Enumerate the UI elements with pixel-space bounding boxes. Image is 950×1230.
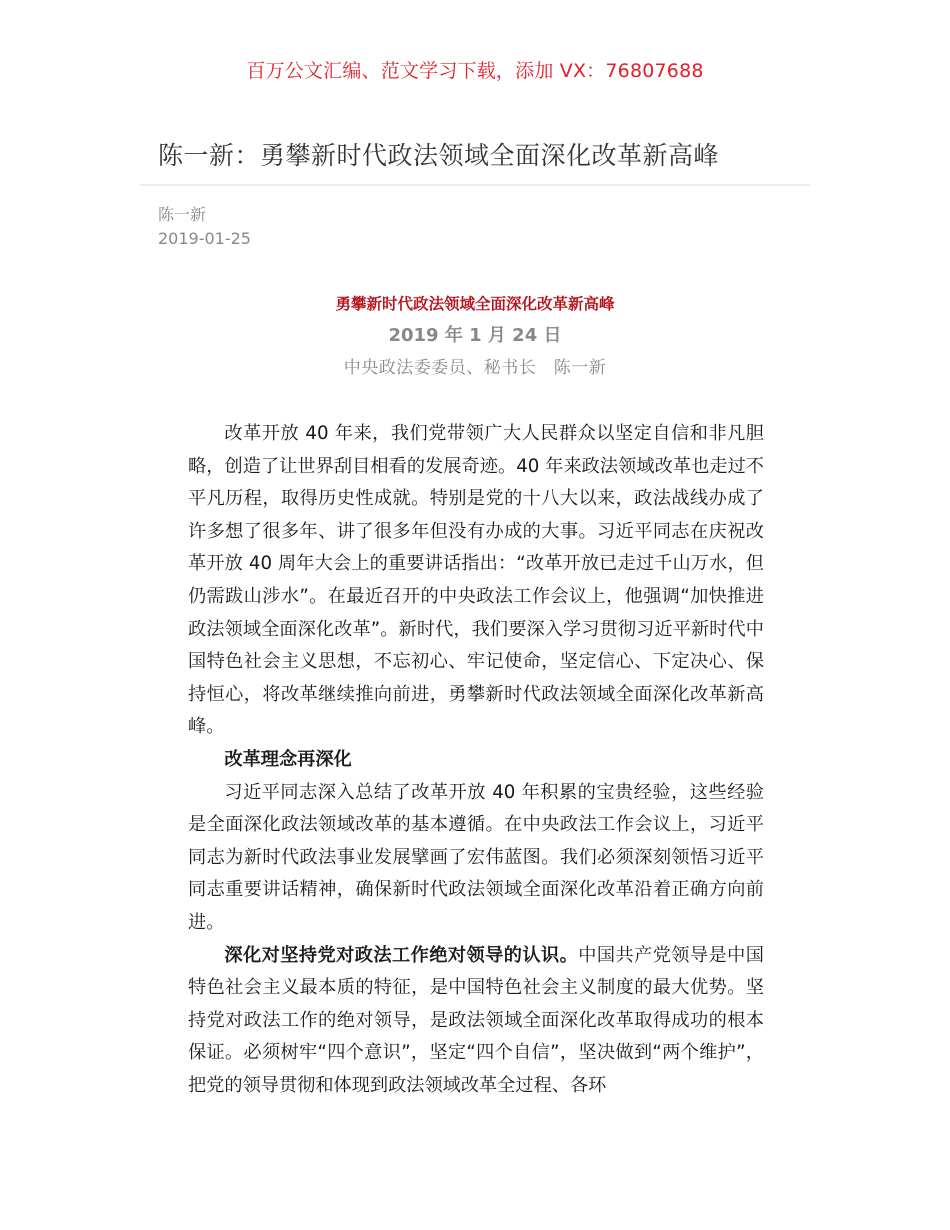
section-heading: 改革理念再深化 xyxy=(224,748,352,770)
paragraph xyxy=(188,418,764,744)
article-body xyxy=(188,418,764,1102)
post-meta xyxy=(158,203,251,251)
page-title: 陈一新：勇攀新时代政法领域全面深化改革新高峰 xyxy=(158,141,720,170)
post-date: 2019-01-25 xyxy=(158,229,251,248)
promo-banner: 百万公文汇编、范文学习下载，添加 VX：76807688 xyxy=(246,60,704,82)
post-author: 陈一新 xyxy=(158,205,207,224)
article-date: 2019 年 1 月 24 日 xyxy=(388,325,562,346)
paragraph-text: 改革开放 40 年来，我们党带领广大人民群众以坚定自信和非凡胆略，创造了让世界刮目相看的发展奇迹。40 年来政法领域改革也走过不平凡历程，取得历史性成就。特别是党的十八大以来，政法战线办成了许多想了很多年、讲了很多年但没有办成的大事。习近平同志在庆祝改革开放 40 周年大会上的重要讲话指出：“改革开放已走过千山万水，但仍需跋山涉水”。在最近召开的中央政法工作会议上，他强调“加快推进政法领域全面深化改革”。新时代，我们要深入学习贯彻习近平新时代中国特色社会主义思想，不忘初心、牢记使命，坚定信心、下定决心、保持恒心，将改革继续推向前进，勇攀新时代政法领域全面深化改革新高峰。 xyxy=(188,423,764,738)
paragraph xyxy=(188,940,764,1103)
paragraph-text: 习近平同志深入总结了改革开放 40 年积累的宝贵经验，这些经验是全面深化政法领域改革的基本遵循。在中央政法工作会议上，习近平同志为新时代政法事业发展擘画了宏伟蓝图。我们必须深刻领悟习近平同志重要讲话精神，确保新时代政法领域全面深化改革沿着正确方向前进。 xyxy=(188,781,764,933)
article-heading: 勇攀新时代政法领域全面深化改革新高峰 xyxy=(335,295,615,313)
paragraph-text: 中国共产党领导是中国特色社会主义最本质的特征，是中国特色社会主义制度的最大优势。坚持党对政法工作的绝对领导，是政法领域全面深化改革取得成功的根本保证。必须树牢“四个意识”，坚定“四个自信”，坚决做到“两个维护”，把党的领导贯彻和体现到政法领域改革全过程、各环 xyxy=(188,944,764,1096)
article-header xyxy=(0,292,950,380)
paragraph xyxy=(188,777,764,940)
title-divider xyxy=(140,184,810,186)
article-byline: 中央政法委委员、秘书长 陈一新 xyxy=(343,358,607,378)
paragraph-bold-lead: 深化对坚持党对政法工作绝对领导的认识。 xyxy=(224,944,579,966)
